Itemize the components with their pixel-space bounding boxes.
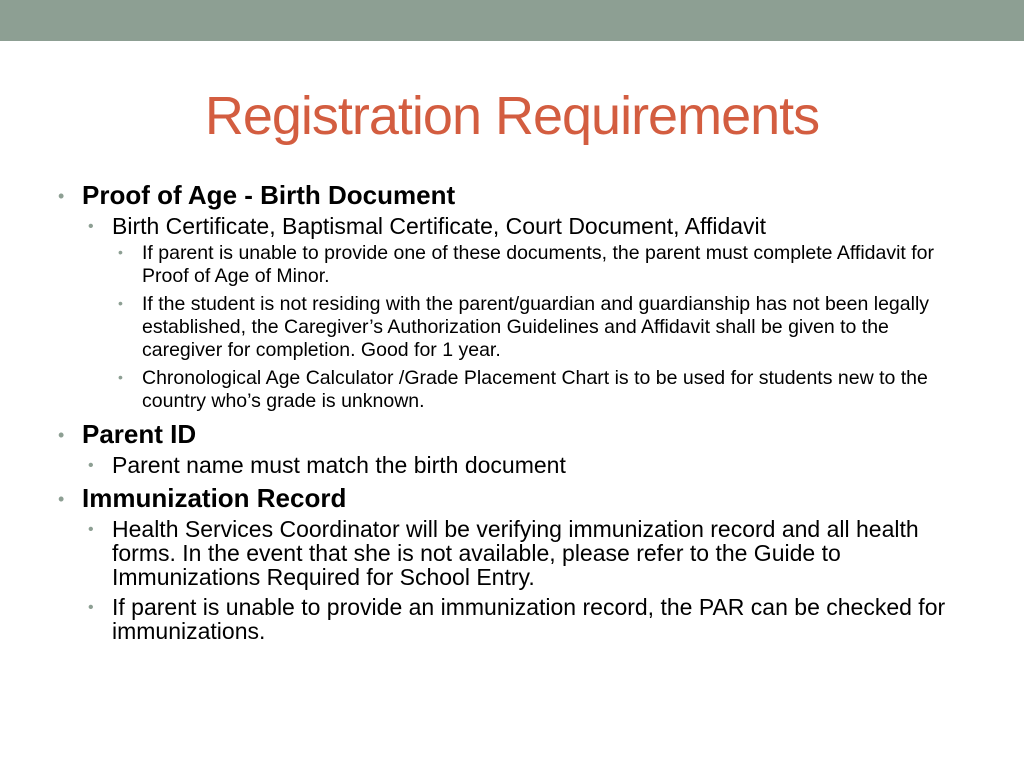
heading-parent-id: Parent ID (82, 419, 197, 449)
list-item-document-types (88, 214, 958, 413)
sub-sub-list (118, 242, 958, 413)
slide-title: Registration Requirements (204, 86, 820, 146)
list-item-immunization-record (58, 483, 958, 643)
sub-list (88, 517, 958, 643)
document-types-text: Birth Certificate, Baptismal Certificate, Court Document, Affidavit (112, 213, 767, 239)
top-accent-bar (0, 0, 1024, 41)
par-check-text: If parent is unable to provide an immunization record, the PAR can be checked for immunizations. (112, 594, 946, 644)
list-item-proof-of-age (58, 180, 958, 413)
sub-list (88, 214, 958, 413)
bullet-icon: • (58, 186, 65, 206)
list-item-par-check (88, 595, 958, 643)
age-calculator-note-text: Chronological Age Calculator /Grade Placement Chart is to be used for students new to the country who’s grade is unknown. (142, 367, 928, 412)
bullet-icon: • (118, 295, 123, 311)
bullet-icon: • (88, 521, 94, 538)
list-item-parent-name-match (88, 453, 958, 477)
bullet-icon: • (88, 218, 94, 235)
bullet-icon: • (58, 489, 65, 509)
list-item-affidavit-note (118, 242, 958, 288)
health-coordinator-text: Health Services Coordinator will be verifying immunization record and all health forms. In the event that she is not available, please refer to the Guide to Immunizations Required for School Entry. (112, 516, 919, 590)
parent-name-match-text: Parent name must match the birth document (112, 452, 566, 478)
caregiver-note-text: If the student is not residing with the parent/guardian and guardianship has not been legally established, the Caregiver’s Authorization Guidelines and Affidavit shall be given to the caregiver for completion. Good for 1 year. (142, 293, 930, 361)
sub-list (88, 453, 958, 477)
heading-proof-of-age: Proof of Age - Birth Document (82, 180, 456, 210)
bullet-list (58, 180, 958, 643)
bullet-icon: • (88, 457, 94, 474)
list-item-parent-id (58, 419, 958, 477)
list-item-health-coordinator (88, 517, 958, 589)
bullet-icon: • (88, 599, 94, 616)
bullet-icon: • (118, 369, 123, 385)
bullet-icon: • (58, 425, 65, 445)
bullet-icon: • (118, 244, 123, 260)
list-item-caregiver-note (118, 293, 958, 362)
slide-content (58, 180, 958, 649)
list-item-age-calculator-note (118, 367, 958, 413)
heading-immunization-record: Immunization Record (82, 483, 347, 513)
affidavit-note-text: If parent is unable to provide one of these documents, the parent must complete Affidavit for Proof of Age of Minor. (142, 242, 935, 287)
